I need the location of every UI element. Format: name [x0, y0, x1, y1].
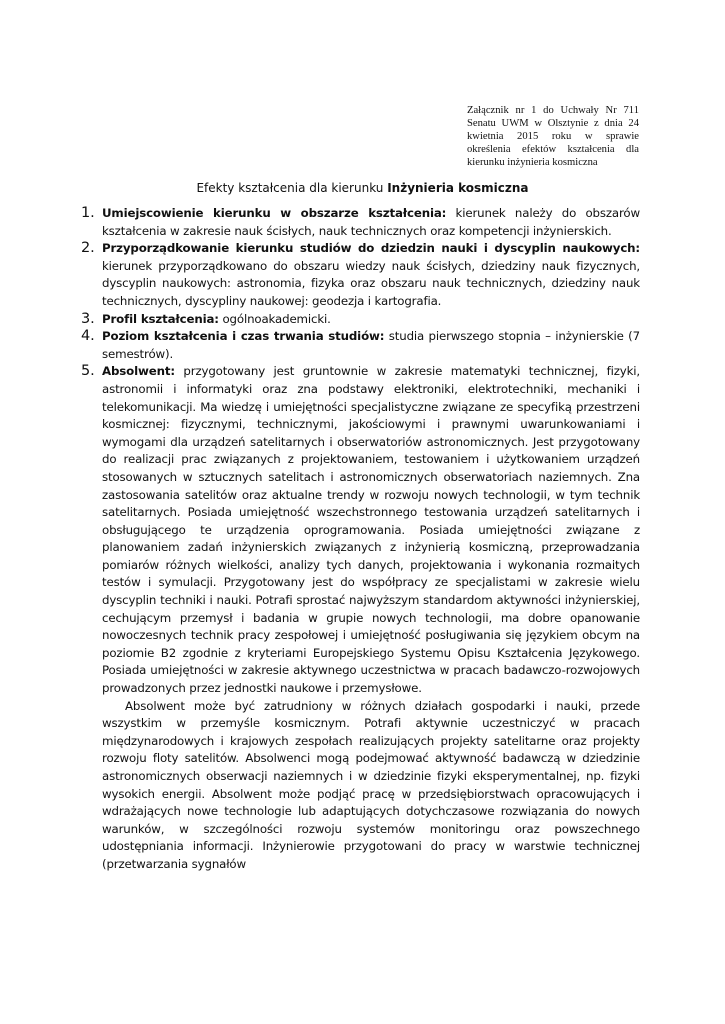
section-item: [81, 310, 640, 329]
section-text: ogólnoakademicki.: [218, 311, 331, 326]
section-item: [81, 363, 640, 697]
section-text: przygotowany jest gruntownie w zakresie matematyki technicznej, fizyki, astronomii i informatyki oraz zna podstawy elektroniki, elektrotechniki, mechaniki i telekomunikacji. Ma wiedzę i umiejętności specjalistyczne związane ze specyfiką przestrzeni kosmicznej: fizycznymi, technicznymi, jakościowymi i prawnymi uwarunkowaniami i wymogami dla urządzeń satelitarnych i obserwatoriów astronomicznych. Jest przygotowany do realizacji prac związanych z projektowaniem, testowaniem i użytkowaniem urządzeń stosowanych w sztucznych satelitach i astronomicznych obserwatoriach naziemnych. Zna zastosowania satelitów oraz aktualne trendy w rozwoju nowych technologii, w tym technik satelitarnych. Posiada umiejętność wszechstronnego testowania urządzeń satelitarnych i obsługującego te urządzenia oprogramowania. Posiada umiejętności związane z planowaniem zadań inżynierskich związanych z inżynierią kosmiczną, przeprowadzania pomiarów różnych wielkości, analizy tych danych, projektowania i wykonania rozmaitych testów i symulacji. Przygotowany jest do współpracy ze specjalistami w zakresie wielu dyscyplin techniki i nauki. Potrafi sprostać najwyższym standardom aktywności inżynierskiej, cechującym przemysł i badania w grupie nowych technologii, ma dobre opanowanie nowoczesnych technik pracy zespołowej i umiejętność posługiwania się językiem obcym na poziomie B2 zgodnie z kryteriami Europejskiego Systemu Opisu Kształcenia Językowego. Posiada umiejętności w zakresie aktywnego uczestnictwa w pracach badawczo-rozwojowych prowadzonych przez jednostki naukowe i przemysłowe.: [102, 364, 640, 696]
section-number: 2.: [81, 240, 95, 257]
section-heading: Przyporządkowanie kierunku studiów do dziedzin nauki i dyscyplin naukowych:: [102, 241, 640, 256]
section-number: 1.: [81, 205, 95, 221]
section-text: studia pierwszego stopnia – inżynierskie (7 semestrów).: [102, 329, 640, 361]
section-item: [81, 328, 640, 363]
section-heading: Profil kształcenia:: [102, 311, 219, 326]
section-heading: Umiejscowienie kierunku w obszarze kształcenia:: [102, 206, 447, 220]
section-text: kierunek należy do obszarów kształcenia w zakresie nauk ścisłych, nauk technicznych oraz kompetencji inżynierskich.: [102, 206, 640, 238]
section-heading: Poziom kształcenia i czas trwania studiów:: [102, 329, 385, 344]
section-list: [81, 205, 640, 698]
section-heading: Absolwent:: [102, 364, 175, 379]
section-item: [81, 240, 640, 310]
document-title: [0, 180, 725, 196]
title-prefix: Efekty kształcenia dla kierunku: [196, 181, 388, 195]
section-text: kierunek przyporządkowano do obszaru wiedzy nauk ścisłych, dziedziny nauk fizycznych, dyscyplin naukowych: astronomia, fizyka oraz obszaru nauk technicznych, dziedziny nauk technicznych, dyscypliny naukowej: geodezja i kartografia.: [102, 258, 640, 308]
annex-note: Załącznik nr 1 do Uchwały Nr 711 Senatu UWM w Olsztynie z dnia 24 kwietnia 2015 roku w sprawie określenia efektów kształcenia dla kierunku inżynieria kosmiczna: [467, 105, 639, 168]
continuation-paragraph: Absolwent może być zatrudniony w różnych działach gospodarki i nauki, przede wszystkim w przemyśle kosmicznym. Potrafi aktywnie uczestniczyć w pracach międzynarodowych i krajowych zespołach realizujących projekty satelitarne oraz projekty rozwoju floty satelitów. Absolwenci mogą podejmować aktywność badawczą w dziedzinie astronomicznych obserwacji naziemnych i w dziedzinie fizyki eksperymentalnej, np. fizyki wysokich energii. Absolwent może podjąć pracę w przedsiębiorstwach opracowujących i wdrażających nowe technologie lub adaptujących dotychczasowe rozwiązania do nowych warunków, w szczególności rozwoju systemów monitoringu oraz powszechnego udostępniania informacji. Inżynierowie przygotowani do pracy w warstwie technicznej (przetwarzania sygnałów: [102, 698, 640, 871]
title-field-name: Inżynieria kosmiczna: [387, 181, 529, 195]
section-item: [81, 205, 640, 240]
section-number: 3.: [81, 310, 95, 327]
section-number: 4.: [81, 328, 95, 345]
document-body: [81, 205, 640, 874]
section-number: 5.: [81, 363, 95, 380]
